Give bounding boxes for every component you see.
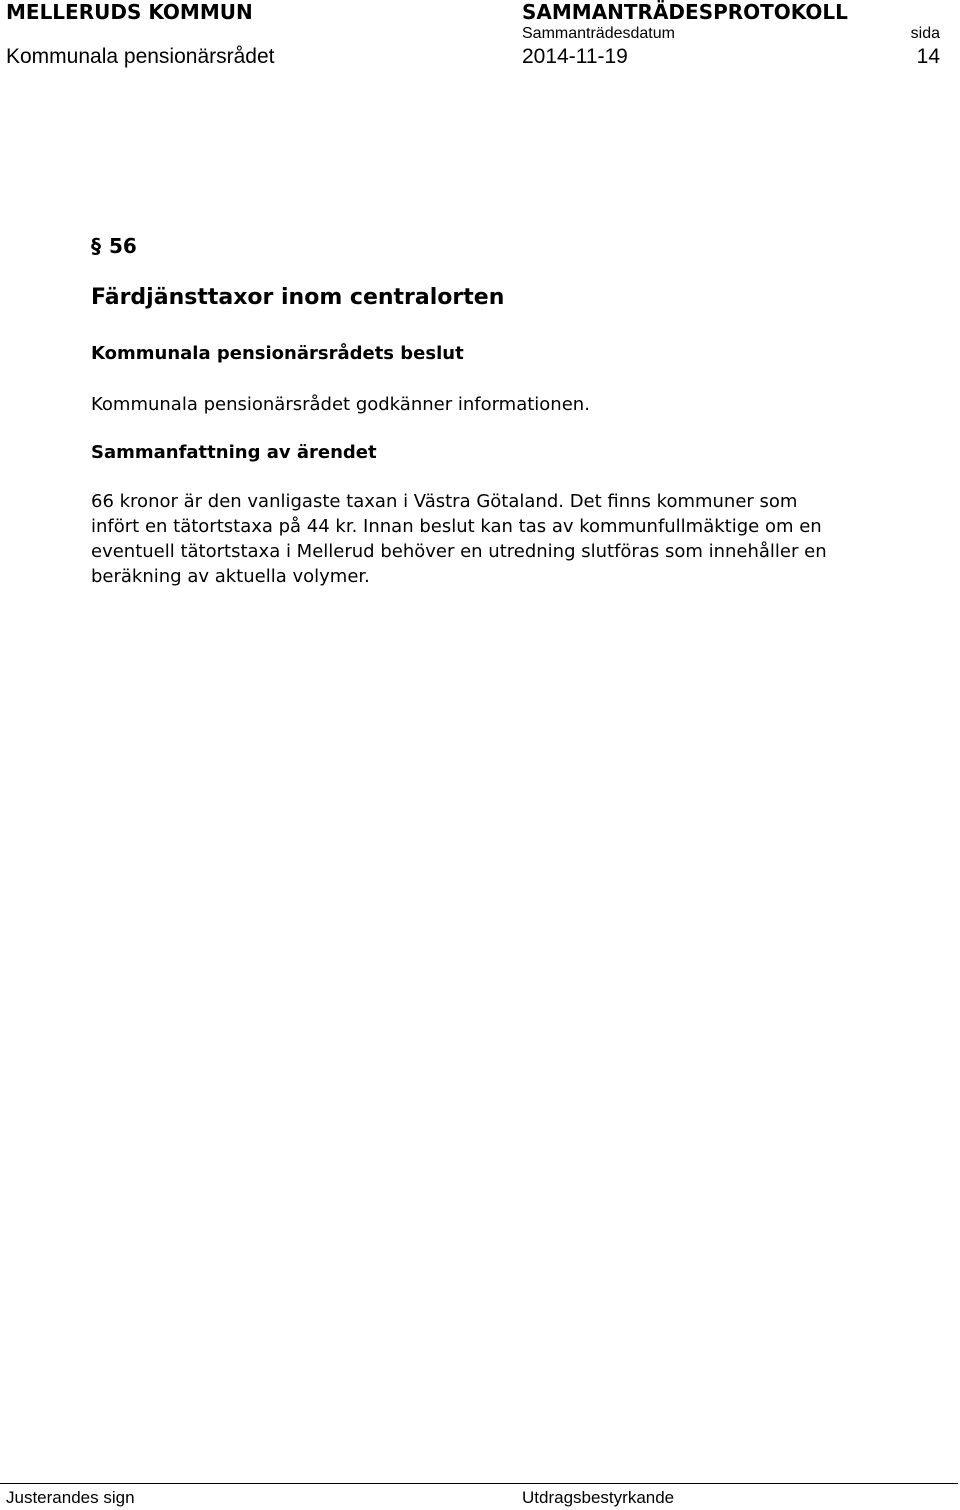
footer-divider [0,1483,958,1484]
summary-line: 66 kronor är den vanligaste taxan i Västra Götaland. Det finns kommuner som [91,491,798,512]
meeting-date: 2014-11-19 [522,45,628,68]
summary-line: infört en tätortstaxa på 44 kr. Innan beslut kan tas av kommunfullmäktige om en [91,516,822,537]
summary-heading: Sammanfattning av ärendet [91,442,377,463]
footer-signature-label: Justerandes sign [6,1488,135,1507]
organization-name: MELLERUDS KOMMUN [6,0,253,24]
decision-heading: Kommunala pensionärsrådets beslut [91,343,464,364]
page-number: 14 [916,45,940,68]
page-title: Färdjänsttaxor inom centralorten [91,285,505,310]
paragraph-symbol: § [91,234,101,258]
section-number [91,233,137,259]
body-name: Kommunala pensionärsrådet [6,45,275,68]
summary-text [91,489,931,589]
document-type: SAMMANTRÄDESPROTOKOLL [522,0,848,24]
date-label: Sammanträdesdatum [522,25,675,42]
footer-certification-label: Utdragsbestyrkande [522,1488,675,1507]
summary-line: eventuell tätortstaxa i Mellerud behöver en utredning slutföras som innehåller en [91,541,827,562]
page-label: sida [910,25,940,42]
decision-text: Kommunala pensionärsrådet godkänner informationen. [91,394,590,415]
summary-line: beräkning av aktuella volymer. [91,566,370,587]
section-number-value: 56 [109,234,137,258]
